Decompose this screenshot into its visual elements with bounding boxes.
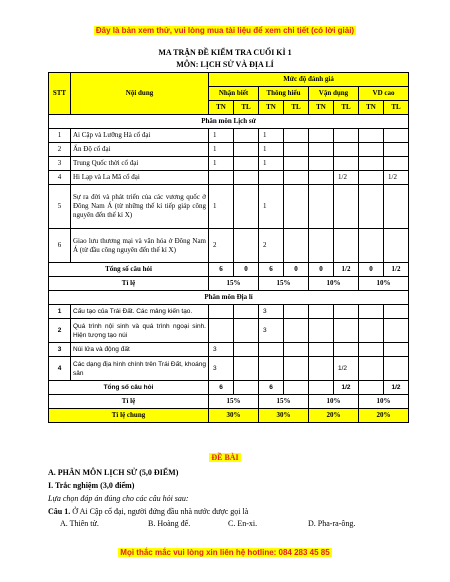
level-header: Nhận biết	[209, 87, 259, 101]
row-cell	[359, 157, 384, 171]
sub-header: TL	[284, 101, 309, 115]
history-ratio-row	[49, 277, 409, 291]
row-cell: 1	[259, 143, 284, 157]
totals-cell	[359, 381, 384, 395]
totals-cell	[309, 381, 334, 395]
row-cell	[384, 305, 409, 319]
totals-cell: 6	[209, 381, 234, 395]
row-cell	[359, 343, 384, 357]
sub-header: TL	[334, 101, 359, 115]
row-stt: 4	[49, 171, 71, 185]
totals-cell: 0	[284, 263, 309, 277]
level-header: Vận dụng	[309, 87, 359, 101]
row-cell	[234, 185, 259, 229]
row-cell	[309, 129, 334, 143]
row-stt: 3	[49, 343, 71, 357]
row-cell	[334, 129, 359, 143]
totals-cell: 1/2	[384, 263, 409, 277]
part-a-heading: A. PHÂN MÔN LỊCH SỬ (5,0 ĐIỂM)	[48, 468, 179, 477]
history-row	[49, 129, 409, 143]
row-stt: 2	[49, 319, 71, 343]
row-stt: 1	[49, 305, 71, 319]
row-cell	[384, 343, 409, 357]
ratio-cell: 10%	[359, 277, 409, 291]
sub-header: TN	[309, 101, 334, 115]
row-content: Trung Quốc thời cổ đại	[71, 157, 209, 171]
row-cell	[284, 305, 309, 319]
row-cell	[309, 157, 334, 171]
hotline-footer: Mọi thắc mắc vui lòng xin liên hệ hotline: 084 283 45 85	[120, 548, 330, 557]
totals-cell	[234, 381, 259, 395]
geography-totals-row	[49, 381, 409, 395]
row-cell: 1	[259, 185, 284, 229]
totals-cell: 0	[309, 263, 334, 277]
row-cell	[234, 143, 259, 157]
row-stt: 5	[49, 185, 71, 229]
row-cell	[384, 129, 409, 143]
row-content: Giao lưu thương mại và văn hóa ở Đông Nam Á (từ đầu công nguyên đến thế kỉ X)	[71, 229, 209, 263]
row-cell: 1/2	[334, 171, 359, 185]
geography-row	[49, 357, 409, 381]
row-cell	[359, 129, 384, 143]
assessment-matrix-table	[48, 72, 409, 423]
instruction-text: Lựa chọn đáp án đúng cho các câu hỏi sau:	[48, 494, 189, 503]
row-cell	[309, 343, 334, 357]
row-content: Sự ra đời và phát triển của các vương quốc ở Đông Nam Á (từ những thế kỉ tiếp giáp công nguyên đến thế kỉ X)	[71, 185, 209, 229]
row-cell	[284, 129, 309, 143]
row-cell	[284, 357, 309, 381]
row-cell: 3	[259, 319, 284, 343]
row-cell	[334, 157, 359, 171]
ratio-cell: 20%	[359, 409, 409, 423]
row-cell	[384, 143, 409, 157]
row-cell	[384, 229, 409, 263]
row-cell	[234, 319, 259, 343]
row-cell	[284, 343, 309, 357]
row-cell	[234, 357, 259, 381]
row-cell	[334, 343, 359, 357]
row-cell	[259, 343, 284, 357]
row-cell	[309, 171, 334, 185]
row-cell	[209, 171, 234, 185]
answer-c: C. En-xi.	[228, 519, 258, 528]
totals-cell: 6	[259, 263, 284, 277]
row-cell	[334, 319, 359, 343]
ratio-cell: 15%	[209, 395, 259, 409]
row-cell	[309, 229, 334, 263]
ratio-cell: 10%	[309, 395, 359, 409]
sub-header: TN	[209, 101, 234, 115]
row-content: Hi Lạp và La Mã cổ đại	[71, 171, 209, 185]
row-cell	[334, 143, 359, 157]
level-header: VD cao	[359, 87, 409, 101]
exam-heading: ĐỀ BÀI	[211, 453, 239, 462]
row-cell: 1/2	[334, 357, 359, 381]
header-stt: STT	[49, 73, 71, 115]
section-history: Phân môn Lịch sử	[49, 115, 409, 129]
row-cell	[234, 229, 259, 263]
ratio-cell: 15%	[259, 395, 309, 409]
row-cell	[359, 357, 384, 381]
ratio-cell: 10%	[359, 395, 409, 409]
row-cell	[209, 305, 234, 319]
row-cell	[334, 229, 359, 263]
row-stt: 6	[49, 229, 71, 263]
row-cell	[284, 229, 309, 263]
row-cell	[234, 129, 259, 143]
row-content: Quá trình nội sinh và quá trình ngoại sinh. Hiện tượng tạo núi	[71, 319, 209, 343]
level-header: Thông hiểu	[259, 87, 309, 101]
row-cell	[334, 185, 359, 229]
totals-cell	[284, 381, 309, 395]
row-cell	[309, 143, 334, 157]
row-cell	[284, 185, 309, 229]
totals-cell: 6	[209, 263, 234, 277]
row-cell	[309, 185, 334, 229]
matrix-title: MA TRẬN ĐỀ KIỂM TRA CUỐI KÌ 1	[158, 48, 292, 57]
row-cell	[384, 357, 409, 381]
row-cell: 1	[209, 143, 234, 157]
row-cell	[359, 143, 384, 157]
row-cell: 1/2	[384, 171, 409, 185]
row-cell: 2	[209, 229, 234, 263]
answer-a: A. Thiên tử.	[60, 519, 99, 528]
row-cell: 3	[209, 343, 234, 357]
row-cell	[384, 185, 409, 229]
row-stt: 3	[49, 157, 71, 171]
row-cell	[359, 319, 384, 343]
row-cell	[384, 319, 409, 343]
totals-label: Tổng số câu hỏi	[49, 381, 209, 395]
answer-d: D. Pha-ra-ông.	[308, 519, 356, 528]
section-geography: Phân môn Địa lí	[49, 291, 409, 305]
row-cell	[359, 185, 384, 229]
row-cell: 1	[259, 129, 284, 143]
history-row	[49, 171, 409, 185]
totals-cell: 6	[259, 381, 284, 395]
totals-cell: 1/2	[384, 381, 409, 395]
question-1-label: Câu 1.	[48, 507, 71, 516]
row-content: Núi lửa và động đất	[71, 343, 209, 357]
row-content: Cấu tạo của Trái Đất. Các mảng kiến tạo.	[71, 305, 209, 319]
row-cell	[234, 171, 259, 185]
totals-label: Tổng số câu hỏi	[49, 263, 209, 277]
row-cell	[334, 305, 359, 319]
row-cell: 3	[259, 305, 284, 319]
row-cell: 3	[209, 357, 234, 381]
geography-row	[49, 319, 409, 343]
history-row	[49, 185, 409, 229]
history-row	[49, 143, 409, 157]
ratio-cell: 15%	[259, 277, 309, 291]
row-stt: 2	[49, 143, 71, 157]
row-cell: 2	[259, 229, 284, 263]
row-cell	[309, 319, 334, 343]
ratio-label: Tỉ lệ chung	[49, 409, 209, 423]
row-cell	[384, 157, 409, 171]
row-cell	[234, 305, 259, 319]
sub-header: TL	[384, 101, 409, 115]
geography-ratio-row	[49, 395, 409, 409]
ratio-cell: 15%	[209, 277, 259, 291]
row-cell	[309, 305, 334, 319]
history-totals-row	[49, 263, 409, 277]
row-cell	[259, 171, 284, 185]
row-cell: 1	[209, 129, 234, 143]
row-cell	[284, 319, 309, 343]
ratio-cell: 10%	[309, 277, 359, 291]
row-cell	[359, 171, 384, 185]
row-cell: 1	[259, 157, 284, 171]
row-cell	[284, 157, 309, 171]
header-content: Nội dung	[71, 73, 209, 115]
sub-header: TN	[259, 101, 284, 115]
ratio-label: Tỉ lệ	[49, 277, 209, 291]
geography-row	[49, 343, 409, 357]
sub-header: TL	[234, 101, 259, 115]
ratio-label: Tỉ lệ	[49, 395, 209, 409]
ratio-cell: 20%	[309, 409, 359, 423]
totals-cell: 1/2	[334, 381, 359, 395]
row-cell	[209, 319, 234, 343]
row-content: Ấn Độ cổ đại	[71, 143, 209, 157]
row-stt: 4	[49, 357, 71, 381]
row-content: Ai Cập và Lưỡng Hà cổ đại	[71, 129, 209, 143]
question-1	[48, 507, 248, 516]
sub-header: TN	[359, 101, 384, 115]
row-cell: 1	[209, 185, 234, 229]
row-cell: 1	[209, 157, 234, 171]
ratio-cell: 30%	[209, 409, 259, 423]
row-cell	[284, 143, 309, 157]
subject-title: MÔN: LỊCH SỬ VÀ ĐỊA LÍ	[176, 60, 274, 69]
totals-cell: 0	[359, 263, 384, 277]
history-row	[49, 157, 409, 171]
answer-b: B. Hoàng đế.	[148, 519, 191, 528]
history-row	[49, 229, 409, 263]
totals-cell: 1/2	[334, 263, 359, 277]
preview-banner: Đây là bản xem thử, vui lòng mua tài liệu để xem chi tiết (có lời giải)	[95, 26, 355, 35]
row-cell	[359, 305, 384, 319]
row-cell	[234, 157, 259, 171]
row-cell	[359, 229, 384, 263]
header-levels-group: Mức độ đánh giá	[209, 73, 409, 87]
row-cell	[234, 343, 259, 357]
overall-ratio-row	[49, 409, 409, 423]
row-stt: 1	[49, 129, 71, 143]
geography-row	[49, 305, 409, 319]
totals-cell: 0	[234, 263, 259, 277]
row-cell	[259, 357, 284, 381]
ratio-cell: 30%	[259, 409, 309, 423]
question-1-text: Ở Ai Cập cổ đại, người đứng đầu nhà nước được gọi là	[70, 507, 249, 516]
row-cell	[309, 357, 334, 381]
row-cell	[284, 171, 309, 185]
row-content: Các dạng địa hình chính trên Trái Đất, khoáng sản	[71, 357, 209, 381]
part-i-heading: I. Trắc nghiệm (3,0 điểm)	[48, 481, 135, 490]
